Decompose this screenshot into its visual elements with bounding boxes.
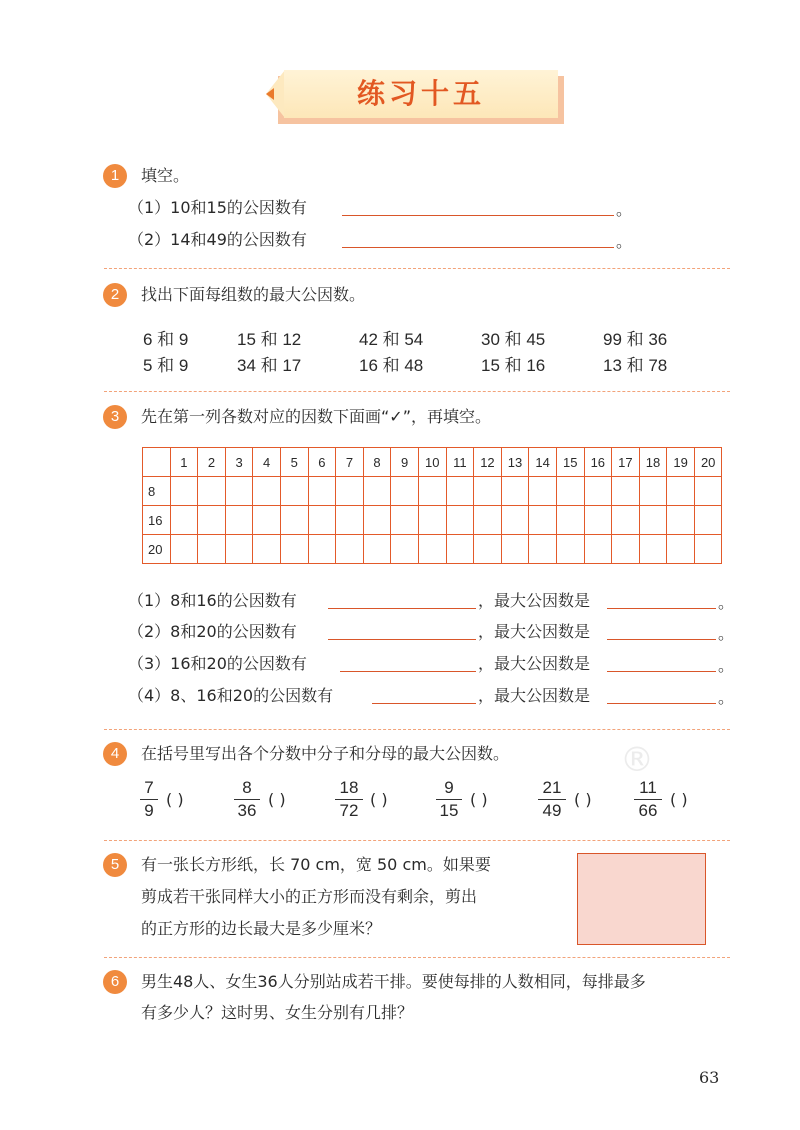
check-cell[interactable] — [418, 535, 446, 564]
problem-1-item-1-label: （1）10和15的公因数有 — [128, 198, 307, 217]
check-cell[interactable] — [225, 535, 253, 564]
header-cell: 13 — [501, 448, 529, 477]
check-cell[interactable] — [170, 535, 198, 564]
check-cell[interactable] — [280, 535, 308, 564]
header-cell: 4 — [253, 448, 281, 477]
pair-cell: 6 和 9 — [143, 330, 189, 349]
fraction — [140, 778, 158, 821]
check-cell[interactable] — [474, 506, 502, 535]
denominator: 66 — [638, 801, 658, 820]
separator — [104, 729, 730, 730]
title-banner — [266, 70, 562, 122]
check-cell[interactable] — [667, 535, 695, 564]
check-cell[interactable] — [446, 535, 474, 564]
numerator: 8 — [242, 778, 252, 797]
check-cell[interactable] — [280, 477, 308, 506]
factor-table-row — [143, 506, 722, 535]
problem-1-item-2-label: （2）14和49的公因数有 — [128, 230, 307, 249]
check-cell[interactable] — [501, 506, 529, 535]
check-cell[interactable] — [584, 477, 612, 506]
check-cell[interactable] — [253, 477, 281, 506]
fraction — [634, 778, 662, 821]
fraction-bar — [234, 799, 260, 800]
problem-1-item-2-end: 。 — [616, 232, 633, 251]
header-cell: 16 — [584, 448, 612, 477]
check-cell[interactable] — [529, 477, 557, 506]
fraction-bar — [634, 799, 662, 800]
header-cell: 9 — [391, 448, 419, 477]
check-cell[interactable] — [391, 535, 419, 564]
separator — [104, 957, 730, 958]
check-cell[interactable] — [694, 506, 722, 535]
check-cell[interactable] — [639, 506, 667, 535]
check-cell[interactable] — [336, 535, 364, 564]
factor-table-header-row — [143, 448, 722, 477]
problem-3-item-4-answer-line-2[interactable] — [607, 703, 716, 704]
problem-3-item-4-label: （4）8、16和20的公因数有 — [128, 686, 334, 705]
pair-cell: 30 和 45 — [481, 330, 546, 349]
check-cell[interactable] — [529, 506, 557, 535]
denominator: 15 — [439, 801, 459, 820]
check-cell[interactable] — [501, 477, 529, 506]
answer-parentheses[interactable]: ( ) — [574, 790, 592, 809]
check-cell[interactable] — [584, 535, 612, 564]
header-cell: 20 — [694, 448, 722, 477]
check-cell[interactable] — [667, 506, 695, 535]
check-cell[interactable] — [280, 506, 308, 535]
check-cell[interactable] — [556, 506, 584, 535]
check-cell[interactable] — [308, 535, 336, 564]
problem-3-item-3-answer-line-2[interactable] — [607, 671, 716, 672]
check-cell[interactable] — [336, 477, 364, 506]
header-cell: 18 — [639, 448, 667, 477]
problem-3-item-2-end: 。 — [718, 624, 735, 643]
check-cell[interactable] — [363, 506, 391, 535]
check-cell[interactable] — [198, 477, 226, 506]
problem-3-item-2-label: （2）8和20的公因数有 — [128, 622, 297, 641]
factor-table-row — [143, 477, 722, 506]
problem-3-item-1-answer-line-2[interactable] — [607, 608, 716, 609]
problem-3-item-3-label: （3）16和20的公因数有 — [128, 654, 307, 673]
problem-1-prompt: 填空。 — [141, 166, 190, 185]
corner-cell — [143, 448, 171, 477]
check-cell[interactable] — [639, 477, 667, 506]
answer-parentheses[interactable]: ( ) — [670, 790, 688, 809]
header-cell: 1 — [170, 448, 198, 477]
check-cell[interactable] — [198, 506, 226, 535]
check-cell[interactable] — [308, 477, 336, 506]
problem-4-number: 4 — [103, 742, 127, 766]
check-cell[interactable] — [391, 477, 419, 506]
factor-table — [142, 447, 722, 564]
problem-3-item-4-mid: ，最大公因数是 — [478, 686, 591, 705]
check-cell[interactable] — [170, 506, 198, 535]
denominator: 9 — [144, 801, 154, 820]
problem-3-item-2-answer-line[interactable] — [328, 639, 476, 640]
problem-3-number: 3 — [103, 405, 127, 429]
problem-3-item-2-mid: ，最大公因数是 — [478, 622, 591, 641]
check-cell[interactable] — [225, 506, 253, 535]
rectangle-paper-illustration — [577, 853, 706, 945]
check-cell[interactable] — [253, 535, 281, 564]
pair-cell: 15 和 12 — [237, 330, 302, 349]
check-cell[interactable] — [612, 477, 640, 506]
row-head-cell: 16 — [143, 506, 171, 535]
pair-cell: 42 和 54 — [359, 330, 424, 349]
check-cell[interactable] — [198, 535, 226, 564]
header-cell: 5 — [280, 448, 308, 477]
check-cell[interactable] — [694, 535, 722, 564]
problem-3-item-1-label: （1）8和16的公因数有 — [128, 591, 297, 610]
problem-3-item-4-end: 。 — [718, 688, 735, 707]
check-cell[interactable] — [253, 506, 281, 535]
check-cell[interactable] — [418, 506, 446, 535]
header-cell: 6 — [308, 448, 336, 477]
header-cell: 3 — [225, 448, 253, 477]
pair-cell: 13 和 78 — [603, 356, 668, 375]
check-cell[interactable] — [474, 477, 502, 506]
check-cell[interactable] — [363, 477, 391, 506]
check-cell[interactable] — [170, 477, 198, 506]
separator — [104, 268, 730, 269]
check-cell[interactable] — [308, 506, 336, 535]
problem-5-line-3: 的正方形的边长最大是多少厘米？ — [141, 919, 382, 938]
fraction — [234, 778, 260, 821]
problem-6-number: 6 — [103, 970, 127, 994]
numerator: 11 — [639, 778, 657, 797]
pair-cell: 99 和 36 — [603, 330, 668, 349]
problem-5-line-2: 剪成若干张同样大小的正方形而没有剩余，剪出 — [141, 887, 478, 906]
fraction — [538, 778, 566, 821]
denominator: 36 — [237, 801, 257, 820]
separator — [104, 391, 730, 392]
check-cell[interactable] — [556, 535, 584, 564]
problem-1-item-1-end: 。 — [616, 200, 633, 219]
problem-1-item-2-answer-line[interactable] — [342, 247, 614, 248]
check-cell[interactable] — [667, 477, 695, 506]
check-cell[interactable] — [556, 477, 584, 506]
check-cell[interactable] — [694, 477, 722, 506]
check-cell[interactable] — [336, 506, 364, 535]
check-cell[interactable] — [612, 535, 640, 564]
page-number: 63 — [699, 1068, 720, 1087]
pair-cell: 15 和 16 — [481, 356, 546, 375]
check-cell[interactable] — [529, 535, 557, 564]
banner-arrow-icon — [266, 88, 274, 100]
problem-2-prompt: 找出下面每组数的最大公因数。 — [141, 285, 366, 304]
answer-parentheses[interactable]: ( ) — [268, 790, 286, 809]
answer-parentheses[interactable]: ( ) — [370, 790, 388, 809]
fraction-bar — [140, 799, 158, 800]
pair-cell: 16 和 48 — [359, 356, 424, 375]
problem-2-number: 2 — [103, 283, 127, 307]
check-cell[interactable] — [612, 506, 640, 535]
problem-6-line-1: 男生48人、女生36人分别站成若干排。要使每排的人数相同，每排最多 — [141, 972, 646, 991]
fraction-bar — [335, 799, 363, 800]
problem-3-item-4-answer-line[interactable] — [372, 703, 476, 704]
problem-6-line-2: 有多少人？这时男、女生分别有几排？ — [141, 1003, 414, 1022]
header-cell: 12 — [474, 448, 502, 477]
numerator: 7 — [144, 778, 154, 797]
check-cell[interactable] — [639, 535, 667, 564]
check-cell[interactable] — [363, 535, 391, 564]
header-cell: 11 — [446, 448, 474, 477]
fraction-bar — [436, 799, 462, 800]
check-cell[interactable] — [584, 506, 612, 535]
problem-1-number: 1 — [103, 164, 127, 188]
numerator: 21 — [542, 778, 562, 797]
row-head-cell: 8 — [143, 477, 171, 506]
problem-4-prompt: 在括号里写出各个分数中分子和分母的最大公因数。 — [141, 744, 510, 763]
factor-table-row — [143, 535, 722, 564]
check-cell[interactable] — [501, 535, 529, 564]
fraction — [436, 778, 462, 821]
problem-3-item-1-end: 。 — [718, 593, 735, 612]
problem-3-item-1-mid: ，最大公因数是 — [478, 591, 591, 610]
header-cell: 14 — [529, 448, 557, 477]
header-cell: 10 — [418, 448, 446, 477]
watermark-mark: ® — [620, 740, 654, 780]
numerator: 18 — [339, 778, 359, 797]
denominator: 49 — [542, 801, 562, 820]
problem-1-item-1-answer-line[interactable] — [342, 215, 614, 216]
fraction — [335, 778, 363, 821]
problem-3-prompt: 先在第一列各数对应的因数下面画“✓”，再填空。 — [141, 407, 491, 426]
check-cell[interactable] — [418, 477, 446, 506]
answer-parentheses[interactable]: ( ) — [166, 790, 184, 809]
fraction-bar — [538, 799, 566, 800]
page-title: 练习十五 — [356, 77, 485, 110]
problem-3-item-1-answer-line[interactable] — [328, 608, 476, 609]
header-cell: 17 — [612, 448, 640, 477]
header-cell: 15 — [556, 448, 584, 477]
header-cell: 19 — [667, 448, 695, 477]
separator — [104, 840, 730, 841]
problem-3-item-2-answer-line-2[interactable] — [607, 639, 716, 640]
problem-3-item-3-end: 。 — [718, 656, 735, 675]
problem-5-line-1: 有一张长方形纸，长 70 cm，宽 50 cm。如果要 — [141, 855, 491, 874]
problem-5-number: 5 — [103, 853, 127, 877]
check-cell[interactable] — [225, 477, 253, 506]
row-head-cell: 20 — [143, 535, 171, 564]
header-cell: 8 — [363, 448, 391, 477]
pair-cell: 34 和 17 — [237, 356, 302, 375]
check-cell[interactable] — [446, 477, 474, 506]
numerator: 9 — [444, 778, 454, 797]
problem-3-item-3-answer-line[interactable] — [340, 671, 476, 672]
check-cell[interactable] — [474, 535, 502, 564]
check-cell[interactable] — [446, 506, 474, 535]
problem-3-item-3-mid: ，最大公因数是 — [478, 654, 591, 673]
check-cell[interactable] — [391, 506, 419, 535]
header-cell: 2 — [198, 448, 226, 477]
answer-parentheses[interactable]: ( ) — [470, 790, 488, 809]
header-cell: 7 — [336, 448, 364, 477]
pair-cell: 5 和 9 — [143, 356, 189, 375]
denominator: 72 — [339, 801, 359, 820]
